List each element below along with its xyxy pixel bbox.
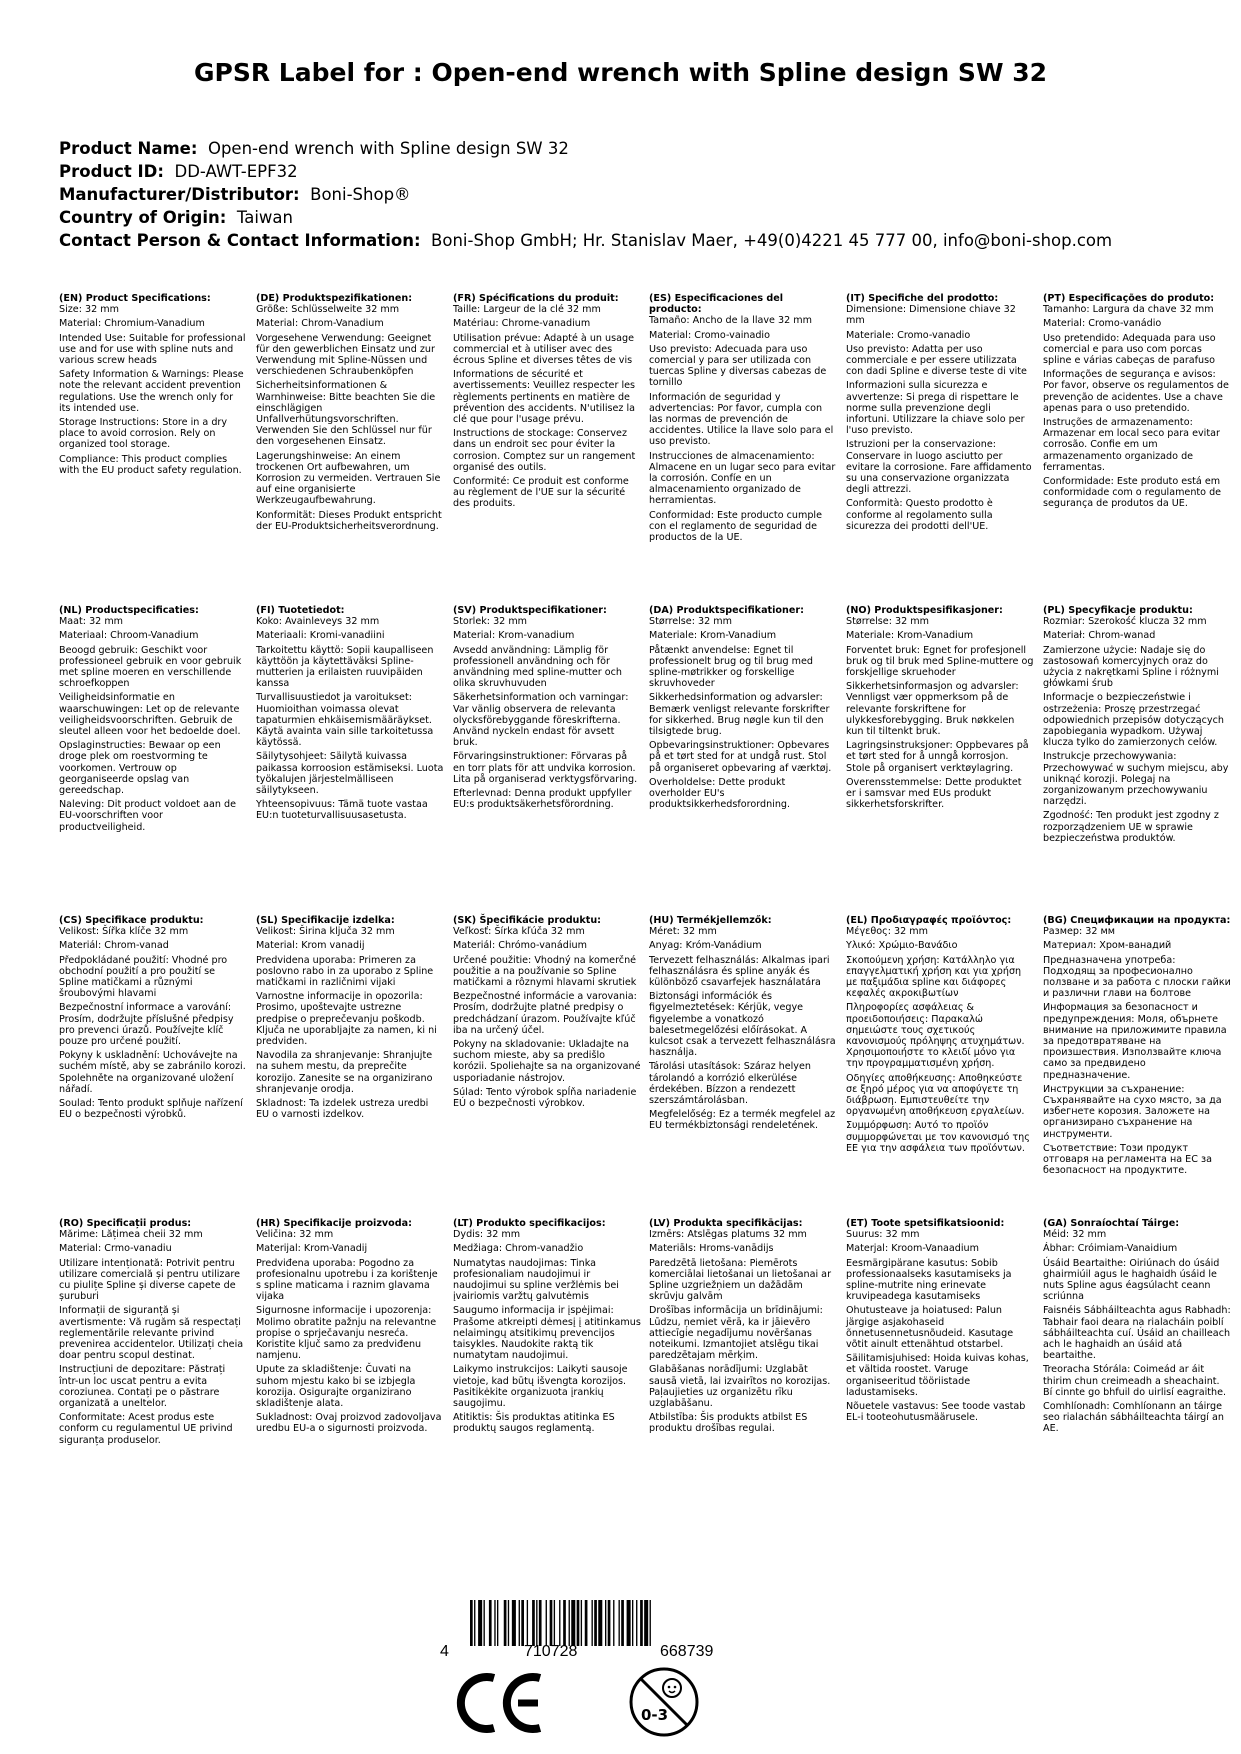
spec-block: [649, 915, 837, 1135]
spec-line: Compliance: This product complies with the EU product safety regulation.: [59, 453, 242, 476]
spec-line: Overholdelse: Dette produkt overholder EU's produktsikkerhedsforordning.: [649, 776, 791, 811]
spec-block: [649, 1218, 837, 1438]
product-info: [59, 137, 1112, 252]
spec-line: Paredzētā lietošana: Piemērots komerciālai lietošanai un lietošanai ar Spline uzgriežņiem un dažādām skrūvju galvām: [649, 1257, 832, 1303]
barcode-digits-right: 668739: [660, 1643, 714, 1660]
spec-line: Bezpečnostné informácie a varovania: Prosím, dodržujte platné predpisy o predchádzaní úrazom. Používajte kľúč iba na určený účel.: [453, 991, 637, 1036]
spec-block-heading: (NL) Productspecificaties:: [59, 605, 199, 616]
spec-line: Overensstemmelse: Dette produktet er i samsvar med EUs produkt sikkerhetsforskrifter.: [846, 776, 1022, 811]
spec-line: Tarkoitettu käyttö: Sopii kaupalliseen käyttöön ja käytettäväksi Spline-mutterien ja erilaisten ruuvipäiden kanssa: [256, 644, 434, 690]
spec-block: [256, 293, 444, 535]
contact-row: [59, 229, 1112, 252]
spec-line: Materijal: Krom-Vanadij: [256, 1243, 368, 1255]
spec-block-heading: (RO) Specificații produs:: [59, 1218, 192, 1229]
spec-line: Instrucțiuni de depozitare: Păstrați într-un loc uscat pentru a evita coroziunea. Contați pe o păstrare organizată a uneltelor.: [59, 1364, 226, 1410]
spec-line: Turvallisuustiedot ja varoitukset: Huomioithan voimassa olevat tapaturmien ehkäisemismääräykset. Käytä avainta vain sille tarkoitetussa käytössä.: [256, 692, 434, 749]
spec-line: Naleving: Dit product voldoet aan de EU-voorschriften voor productveiligheid.: [59, 799, 236, 833]
spec-line: Opbevaringsinstruktioner: Opbevares på et tørt sted for at undgå rust. Stol på organiseret opbevaring af værktøj.: [649, 740, 832, 774]
spec-line: Pokyny k uskladnění: Uchovávejte na suchém místě, aby se zabránilo korozi. Spolehněte na organizované uložení nářadí.: [59, 1050, 246, 1095]
spec-line: Οδηγίες αποθήκευσης: Αποθηκεύστε σε ξηρό μέρος για να αποφύγετε τη διάβρωση. Εμπιστευθείτε την οργανωμένη αποθήκευση εργαλείων.: [846, 1072, 1025, 1118]
spec-block: [1043, 605, 1231, 847]
info-label: Country of Origin:: [59, 208, 227, 227]
info-value: Taiwan: [236, 208, 293, 227]
spec-block: [1043, 1218, 1231, 1438]
spec-line: Size: 32 mm: [59, 304, 119, 316]
spec-block: [846, 1218, 1034, 1426]
spec-line: Konformität: Dieses Produkt entspricht der EU-Produktsicherheitsverordnung.: [256, 509, 442, 532]
spec-block-heading: (DA) Produktspecifikationer:: [649, 605, 804, 616]
spec-line: Säilitamisjuhised: Hoida kuivas kohas, et vältida roostet. Varuge organiseeritud tööriistade ladustamiseks.: [846, 1353, 1029, 1398]
spec-block: [59, 915, 247, 1123]
spec-line: Comhlíonadh: Comhlíonann an táirge seo rialachán sábháilteachta táirgí an AE.: [1043, 1401, 1224, 1435]
spec-block-heading: (FR) Spécifications du produit:: [453, 293, 619, 304]
spec-line: Material: Crmo-vanadiu: [59, 1243, 172, 1255]
spec-block-heading: (ET) Toote spetsifikatsioonid:: [846, 1218, 1005, 1229]
spec-line: Určené použitie: Vhodný na komerčné použitie a na používanie so Spline matičkami a rôznymi hlavami skrutiek: [453, 954, 637, 989]
spec-block: [256, 605, 444, 825]
spec-line: Faisnéis Sábháilteachta agus Rabhadh: Tabhair faoi deara na rialacháin poiblí sábháilteachta cuí. Úsáid an chailleach ach le haghaidh an úsáid atá beartaithe.: [1043, 1305, 1231, 1362]
info-label: Contact Person & Contact Information:: [59, 231, 421, 250]
spec-line: Zamierzone użycie: Nadaje się do zastosowań komercyjnych oraz do użycia z nakrętkami Spline i różnymi główkami śrub: [1043, 644, 1219, 690]
spec-line: Sicherheitsinformationen & Warnhinweise: Bitte beachten Sie die einschlägigen Unfallverhütungsvorschriften. Verwenden Sie den Schlüssel nur für den vorgesehenen Einsatz.: [256, 380, 436, 448]
spec-line: Předpokládané použití: Vhodné pro obchodní použití a pro použití se Spline matičkami a různými šroubovými hlavami: [59, 954, 228, 1000]
spec-line: Materiale: Krom-Vanadium: [649, 630, 777, 642]
spec-block: [846, 915, 1034, 1157]
spec-line: Upute za skladištenje: Čuvati na suhom mjestu kako bi se izbjegla korozija. Osigurajte organizirano skladištenje alata.: [256, 1364, 416, 1410]
spec-line: Lagringsinstruksjoner: Oppbevares på et tørt sted for å unngå korrosjon. Stole på organisert verktøylagring.: [846, 740, 1029, 774]
spec-block: [846, 605, 1034, 813]
spec-block-heading: (EN) Product Specifications:: [59, 293, 211, 304]
spec-line: Instrukcje przechowywania: Przechowywać w suchym miejscu, aby uniknąć korozji. Polegaj na zorganizowanym przechowywaniu narzędzi.: [1043, 751, 1229, 808]
spec-line: Informations de sécurité et avertissements: Veuillez respecter les règlements pertinents en matière de prévention des accidents. N'utilisez la clé que pour l'usage prévu.: [453, 369, 636, 426]
product-name-row: [59, 137, 1112, 160]
info-label: Product Name:: [59, 139, 198, 158]
spec-line: Méret: 32 mm: [649, 926, 717, 938]
spec-line: Veiligheidsinformatie en waarschuwingen: Let op de relevante veiligheidsvoorschriften. Gebruik de sleutel alleen voor het bedoelde doel.: [59, 692, 241, 738]
spec-line: Conformità: Questo prodotto è conforme al regolamento sulla sicurezza dei prodotti dell'UE.: [846, 498, 993, 532]
spec-block-heading: (NO) Produktspesifikasjoner:: [846, 605, 1003, 616]
info-label: Manufacturer/Distributor:: [59, 185, 300, 204]
spec-line: Materiál: Chrom-vanad: [59, 940, 169, 952]
spec-line: Информация за безопасност и предупреждения: Моля, обърнете внимание на приложимите правила за предотвратяване на произшествия. Използвайте ключа само за предвидено предназначение.: [1043, 1002, 1227, 1081]
spec-line: Säilytysohjeet: Säilytä kuivassa paikassa korroosion estämiseksi. Luota työkalujen järjestelmälliseen säilytykseen.: [256, 751, 444, 797]
country-row: [59, 206, 1112, 229]
spec-line: Sikkerhetsinformasjon og advarsler: Vennligst vær oppmerksom på de relevante forskriftene for ulykkesforebygging. Bruk nøkkelen kun til tiltenkt bruk.: [846, 681, 1019, 738]
spec-line: Beoogd gebruik: Geschikt voor professioneel gebruik en voor gebruik met spline moeren en verschillende schroefkoppen: [59, 644, 242, 690]
spec-line: Размер: 32 мм: [1043, 926, 1116, 938]
spec-line: Zgodność: Ten produkt jest zgodny z rozporządzeniem UE w sprawie bezpieczeństwa produktów.: [1043, 810, 1219, 844]
spec-line: Informazioni sulla sicurezza e avvertenze: Si prega di rispettare le norme sulla prevenzione degli infortuni. Utilizzare la chiave solo per l'uso previsto.: [846, 380, 1025, 437]
spec-line: Avsedd användning: Lämplig för professionell användning och för användning med spline-mutter och olika skruvhuvuden: [453, 644, 622, 690]
spec-line: Ohutusteave ja hoiatused: Palun järgige asjakohaseid õnnetusennetusnõudeid. Kasutage võtit ainult ettenähtud otstarbel.: [846, 1305, 1014, 1351]
info-value: DD-AWT-EPF32: [174, 162, 298, 181]
spec-line: Nõuetele vastavus: See toode vastab EL-i tooteohutusmäärusele.: [846, 1401, 1026, 1424]
spec-block-heading: (LT) Produkto specifikacijos:: [453, 1218, 606, 1229]
spec-line: Intended Use: Suitable for professional use and for use with spline nuts and various screw heads: [59, 332, 246, 367]
spec-line: Förvaringsinstruktioner: Förvaras på en torr plats för att undvika korrosion. Lita på organiserad verktygsförvaring.: [453, 751, 638, 785]
info-label: Product ID:: [59, 162, 164, 181]
spec-line: Conformidade: Este produto está em conformidade com o regulamento de segurança de produtos da UE.: [1043, 476, 1222, 510]
spec-line: Yhteensopivuus: Tämä tuote vastaa EU:n tuoteturvallisuusasetusta.: [256, 799, 428, 822]
spec-line: Materiał: Chrom-wanad: [1043, 630, 1156, 642]
spec-line: Sikkerhedsinformation og advarsler: Bemærk venligst relevante forskrifter for sikkerhed. Brug nøgle kun til den tilsigtede brug.: [649, 692, 830, 738]
spec-block-heading: (PT) Especificações do produto:: [1043, 293, 1215, 304]
spec-line: Atbilstība: Šis produkts atbilst ES produktu drošības regulai.: [649, 1412, 808, 1435]
spec-line: Utilizare intenționată: Potrivit pentru utilizare comercială și pentru utilizare cu piulițe Spline și diverse capete de șuruburi: [59, 1257, 240, 1303]
spec-line: Material: Cromo-vainadio: [649, 329, 770, 341]
spec-block: [453, 915, 641, 1112]
spec-block-heading: (LV) Produkta specifikācijas:: [649, 1218, 803, 1229]
spec-line: Forventet bruk: Egnet for profesjonell bruk og til bruk med Spline-muttere og forskjellige skruehoder: [846, 644, 1034, 679]
spec-block-heading: (GA) Sonraíochtaí Táirge:: [1043, 1218, 1180, 1229]
spec-line: Utilisation prévue: Adapté à un usage commercial et à utiliser avec des écrous Spline et diverses têtes de vis: [453, 332, 635, 367]
info-value: Open-end wrench with Spline design SW 32: [207, 139, 569, 158]
spec-line: Sigurnosne informacije i upozorenja: Molimo obratite pažnju na relevantne propise o sprječavanju nesreća. Koristite ključ samo za predviđenu namjenu.: [256, 1305, 437, 1362]
barcode-bars: [470, 1600, 796, 1646]
spec-block-heading: (IT) Specifiche del prodotto:: [846, 293, 999, 304]
spec-line: Storlek: 32 mm: [453, 616, 528, 628]
spec-line: Υλικό: Χρώμιο-Βανάδιο: [846, 940, 958, 952]
spec-line: Uso previsto: Adecuada para uso comercial y para ser utilizada con tuercas Spline y diversas cabezas de tornillo: [649, 343, 827, 389]
spec-line: Matériau: Chrome-vanadium: [453, 318, 591, 330]
spec-block: [1043, 293, 1231, 513]
spec-line: Instruções de armazenamento: Armazenar em local seco para evitar corrosão. Confie em um armazenamento organizado de ferramentas.: [1043, 417, 1220, 473]
spec-line: Πληροφορίες ασφάλειας & προειδοποιήσεις: Παρακαλώ σημειώστε τους σχετικούς κανονισμούς πρόληψης ατυχημάτων. Χρησιμοποιήστε το κλειδί μόνο για την προγραμματισμένη χρήση.: [846, 1002, 1025, 1070]
spec-line: Biztonsági információk és figyelmeztetések: Kérjük, vegye figyelembe a vonatkozó balesetmegelőzési előírásokat. A kulcsot csak a tervezett felhasználásra használja.: [649, 991, 836, 1059]
spec-line: Συμμόρφωση: Αυτό το προϊόν συμμορφώνεται με τον κανονισμό της ΕΕ για την ασφάλεια των προϊόντων.: [846, 1120, 1030, 1154]
spec-block-heading: (HR) Specifikacije proizvoda:: [256, 1218, 412, 1229]
spec-line: Koko: Avainleveys 32 mm: [256, 616, 380, 628]
spec-line: Uso previsto: Adatta per uso commerciale e per essere utilizzata con dadi Spline e diverse teste di vite: [846, 343, 1027, 378]
spec-block: [59, 605, 247, 836]
spec-line: Conformidad: Este producto cumple con el reglamento de seguridad de productos de la UE.: [649, 509, 822, 544]
spec-line: Eesmärgipärane kasutus: Sobib professionaalseks kasutamiseks ja spline-mutrite ning erinevate kruvipeadega kasutamiseks: [846, 1257, 1012, 1303]
spec-line: Säkerhetsinformation och varningar: Var vänlig observera de relevanta olycksförebyggande föreskrifterna. Använd nyckeln endast för avsett bruk.: [453, 692, 629, 749]
spec-block: [649, 293, 837, 546]
spec-line: Tárolási utasítások: Száraz helyen tárolandó a korrózió elkerülése érdekében. Bízzon a rendezett szerszámtárolásban.: [649, 1061, 811, 1107]
spec-line: Istruzioni per la conservazione: Conservare in luogo asciutto per evitare la corrosione. Fare affidamento su una conservazione organizzata degli attrezzi.: [846, 439, 1032, 496]
spec-line: Informações de segurança e avisos: Por favor, observe os regulamentos de prevenção de acidentes. Use a chave apenas para o uso pretendido.: [1043, 369, 1229, 414]
spec-line: Maat: 32 mm: [59, 616, 124, 628]
spec-block-heading: (DE) Produktspezifikationen:: [256, 293, 413, 304]
age-range-text: 0-3: [641, 1706, 669, 1724]
spec-line: Efterlevnad: Denna produkt uppfyller EU:s produktsäkerhetsförordning.: [453, 788, 632, 811]
info-value: Boni-Shop®: [310, 185, 411, 204]
spec-line: Materiaali: Kromi-vanadiini: [256, 630, 385, 642]
spec-line: Safety Information & Warnings: Please note the relevant accident prevention regulations. Use the wrench only for its intended use.: [59, 369, 244, 414]
spec-line: Taille: Largeur de la clé 32 mm: [453, 304, 601, 316]
spec-line: Predviđena uporaba: Pogodno za profesionalnu upotrebu i za korištenje s spline maticama i raznim glavama vijaka: [256, 1257, 438, 1303]
spec-line: Storage Instructions: Store in a dry place to avoid corrosion. Rely on organized tool storage.: [59, 417, 228, 451]
spec-line: Материал: Хром-ванадий: [1043, 940, 1172, 952]
spec-line: Suurus: 32 mm: [846, 1229, 920, 1241]
spec-line: Atitiktis: Šis produktas atitinka ES produktų saugos reglamentą.: [453, 1412, 615, 1435]
spec-line: Veľkosť: Šírka kľúča 32 mm: [453, 926, 585, 938]
product-id-row: [59, 160, 1112, 183]
spec-block: [59, 293, 247, 479]
spec-block: [453, 1218, 641, 1438]
spec-line: Instrucciones de almacenamiento: Almacene en un lugar seco para evitar la corrosión. Confíe en un almacenamiento organizado de herramientas.: [649, 450, 836, 507]
spec-block: [59, 1218, 247, 1449]
spec-line: Dimensione: Dimensione chiave 32 mm: [846, 304, 1016, 327]
spec-block: [256, 915, 444, 1123]
spec-block-heading: (ES) Especificaciones del producto:: [649, 293, 784, 316]
spec-line: Størrelse: 32 mm: [846, 616, 929, 628]
spec-line: Súlad: Tento výrobok spĺňa nariadenie EÚ o bezpečnosti výrobkov.: [453, 1086, 637, 1110]
spec-line: Opslaginstructies: Bewaar op een droge plek om roestvorming te voorkomen. Vertrouw op georganiseerde opslag van gereedschap.: [59, 740, 221, 797]
spec-line: Información de seguridad y advertencias: Por favor, cumpla con las normas de prevención de accidentes. Utilice la llave solo para el uso previsto.: [649, 391, 834, 448]
spec-line: Съответствие: Този продукт отговаря на регламента на ЕС за безопасност на продуктите.: [1043, 1142, 1212, 1177]
spec-line: Méid: 32 mm: [1043, 1229, 1107, 1241]
spec-line: Materjal: Kroom-Vanaadium: [846, 1243, 979, 1255]
spec-line: Predvidena uporaba: Primeren za poslovno rabo in za uporabo z Spline matičkami in različnimi vijaki: [256, 954, 434, 989]
spec-line: Medžiaga: Chrom-vanadžio: [453, 1243, 584, 1255]
spec-block-heading: (HU) Termékjellemzők:: [649, 915, 772, 926]
spec-line: Инструкции за съхранение: Съхранявайте на сухо място, за да избегнете корозия. Заложете на организирано съхранение на инструменти.: [1043, 1083, 1222, 1140]
spec-line: Glabāšanas norādījumi: Uzglabāt sausā vietā, lai izvairītos no korozijas. Paļaujieties uz organizētu rīku uzglabāšanu.: [649, 1364, 831, 1410]
spec-line: Drošības informācija un brīdinājumi: Lūdzu, ņemiet vērā, ka ir jāievēro attiecīgie negadījumu novēršanas noteikumi. Izmantojiet atslēgu tikai paredzētajam mērķim.: [649, 1305, 823, 1362]
spec-line: Dydis: 32 mm: [453, 1229, 521, 1241]
spec-block-heading: (FI) Tuotetiedot:: [256, 605, 345, 616]
spec-line: Pokyny na skladovanie: Ukladajte na suchom mieste, aby sa predišlo korózii. Spoliehajte sa na organizované usporiadanie nástrojov.: [453, 1039, 641, 1084]
spec-line: Bezpečnostní informace a varování: Prosím, dodržujte příslušné předpisy pro prevenci úrazů. Používejte klíč pouze pro určené použití.: [59, 1002, 234, 1048]
spec-line: Materiaal: Chroom-Vanadium: [59, 630, 199, 642]
spec-line: Materiāls: Hroms-vanādijs: [649, 1243, 774, 1255]
spec-line: Tamanho: Largura da chave 32 mm: [1043, 304, 1214, 316]
spec-line: Vorgesehene Verwendung: Geeignet für den gewerblichen Einsatz und zur Verwendung mit Spline-Nüssen und verschiedenen Schraubenköpfen: [256, 332, 435, 378]
spec-block-heading: (PL) Specyfikacje produktu:: [1043, 605, 1193, 616]
spec-block: [649, 605, 837, 813]
spec-line: Mărime: Lățimea cheii 32 mm: [59, 1229, 203, 1241]
spec-line: Tamaño: Ancho de la llave 32 mm: [649, 315, 812, 327]
barcode-digit-first: 4: [440, 1643, 449, 1660]
spec-line: Sukladnost: Ovaj proizvod zadovoljava uredbu EU-a o sigurnosti proizvoda.: [256, 1412, 442, 1435]
page-title: GPSR Label for : Open-end wrench with Spline design SW 32: [193, 58, 1048, 87]
spec-line: Material: Krom-vanadium: [453, 630, 575, 642]
spec-block: [1043, 915, 1231, 1179]
spec-block-heading: (EL) Προδιαγραφές προϊόντος:: [846, 915, 1012, 926]
spec-block-heading: (BG) Спецификации на продукта:: [1043, 915, 1231, 926]
spec-line: Uso pretendido: Adequada para uso comercial e para uso com porcas spline e várias cabeças de parafuso: [1043, 332, 1216, 367]
spec-line: Varnostne informacije in opozorila: Prosimo, upoštevajte ustrezne predpise o preprečevanju poškodb. Ključa ne uporabljajte za namen, ki ni predviden.: [256, 991, 437, 1048]
spec-line: Numatytas naudojimas: Tinka profesionaliam naudojimui ir naudojimui su spline veržlėmis bei įvairiomis varžtų galvutėmis: [453, 1257, 619, 1303]
spec-line: Soulad: Tento produkt splňuje nařízení EU o bezpečnosti výrobků.: [59, 1098, 243, 1121]
ce-mark-icon: [456, 1672, 546, 1734]
spec-block-heading: (SV) Produktspecifikationer:: [453, 605, 607, 616]
spec-line: Velikost: Širina ključa 32 mm: [256, 926, 395, 938]
spec-line: Materiál: Chrómo-vanádium: [453, 940, 587, 952]
spec-line: Skladnost: Ta izdelek ustreza uredbi EU o varnosti izdelkov.: [256, 1098, 429, 1121]
spec-block-heading: (SK) Špecifikácie produktu:: [453, 915, 602, 926]
spec-line: Informacje o bezpieczeństwie i ostrzeżenia: Proszę przestrzegać odpowiednich przepisów dotyczących zapobiegania wypadkom. Używaj klucza tylko do zamierzonych celów.: [1043, 692, 1224, 749]
spec-line: Materiale: Cromo-vanadio: [846, 329, 971, 341]
info-value: Boni-Shop GmbH; Hr. Stanislav Maer, +49(0)4221 45 777 00, info@boni-shop.com: [431, 231, 1113, 250]
spec-line: Lagerungshinweise: An einem trockenen Ort aufbewahren, um Korrosion zu vermeiden. Vertrauen Sie auf eine organisierte Werkzeugaufbewahrung.: [256, 450, 441, 507]
spec-block: [846, 293, 1034, 535]
spec-line: Velikost: Šířka klíče 32 mm: [59, 926, 189, 938]
spec-line: Rozmiar: Szerokość klucza 32 mm: [1043, 616, 1207, 628]
spec-line: Anyag: Króm-Vanádium: [649, 940, 762, 952]
spec-line: Предназначена употреба: Подходящ за професионално ползване и за работа с плоски гайки и различни глави на болтове: [1043, 954, 1231, 1000]
spec-line: Veličina: 32 mm: [256, 1229, 334, 1241]
spec-line: Ábhar: Cróimiam-Vanaidium: [1043, 1243, 1178, 1255]
spec-line: Conformitate: Acest produs este conform cu regulamentul UE privind siguranța produselor.: [59, 1412, 233, 1446]
spec-block: [256, 1218, 444, 1438]
spec-line: Instructions de stockage: Conservez dans un endroit sec pour éviter la corrosion. Comptez sur un rangement organisé des outils.: [453, 428, 636, 473]
spec-line: Informații de siguranță și avertismente: Vă rugăm să respectați reglementările relevante privind prevenirea accidentelor. Utilizați cheia doar pentru scopul destinat.: [59, 1305, 244, 1362]
spec-line: Größe: Schlüsselweite 32 mm: [256, 304, 400, 316]
manufacturer-row: [59, 183, 1112, 206]
spec-block-heading: (CS) Specifikace produktu:: [59, 915, 204, 926]
spec-line: Navodila za shranjevanje: Shranjujte na suhem mestu, da preprečite korozijo. Zanesite se na organizirano shranjevanje orodja.: [256, 1050, 433, 1095]
spec-block: [453, 605, 641, 813]
spec-line: Úsáid Beartaithe: Oiriúnach do úsáid ghairmiúil agus le haghaidh úsáid le nuts Spline agus éagsúlacht ceann scriúnna: [1043, 1257, 1220, 1303]
not-for-children-0-3-icon: [628, 1666, 700, 1738]
spec-line: Laikymo instrukcijos: Laikyti sausoje vietoje, kad būtų išvengta korozijos. Pasitikėkite organizuota įrankių saugojimu.: [453, 1364, 628, 1410]
spec-line: Material: Chromium-Vanadium: [59, 318, 205, 330]
spec-line: Materiale: Krom-Vanadium: [846, 630, 974, 642]
spec-line: Μέγεθος: 32 mm: [846, 926, 928, 938]
spec-line: Σκοπούμενη χρήση: Κατάλληλο για επαγγελματική χρήση και για χρήση με παξιμάδια spline και διάφορες κεφαλές ακροκιβωτίων: [846, 954, 1022, 1000]
spec-line: Material: Chrom-Vanadium: [256, 318, 384, 330]
spec-line: Tervezett felhasználás: Alkalmas ipari felhasználásra és spline anyák és különböző csavarfejek használatára: [649, 954, 830, 989]
spec-line: Størrelse: 32 mm: [649, 616, 732, 628]
spec-line: Megfelelőség: Ez a termék megfelel az EU termékbiztonsági rendeletének.: [649, 1109, 836, 1132]
spec-line: Material: Krom vanadij: [256, 940, 365, 952]
spec-block: [453, 293, 641, 513]
spec-block-heading: (SL) Specifikacije izdelka:: [256, 915, 395, 926]
spec-line: Påtænkt anvendelse: Egnet til professionelt brug og til brug med spline-møtrikker og forskellige skruvhoveder: [649, 644, 813, 690]
spec-line: Saugumo informacija ir įspėjimai: Prašome atkreipti dėmesį į atitinkamus nelaimingų atsitikimų prevencijos taisykles. Naudokite raktą tik numatytam naudojimui.: [453, 1305, 641, 1362]
spec-line: Treoracha Stórála: Coimeád ar áit thirim chun creimeadh a sheachaint. Bí cinnte go bhfuil do uirlisí eagraithe.: [1043, 1364, 1227, 1398]
spec-line: Conformité: Ce produit est conforme au règlement de l'UE sur la sécurité des produits.: [453, 476, 629, 510]
spec-line: Izmērs: Atslēgas platums 32 mm: [649, 1229, 807, 1241]
spec-line: Material: Cromo-vanádio: [1043, 318, 1162, 330]
barcode-digits-left: 710728: [524, 1643, 578, 1660]
